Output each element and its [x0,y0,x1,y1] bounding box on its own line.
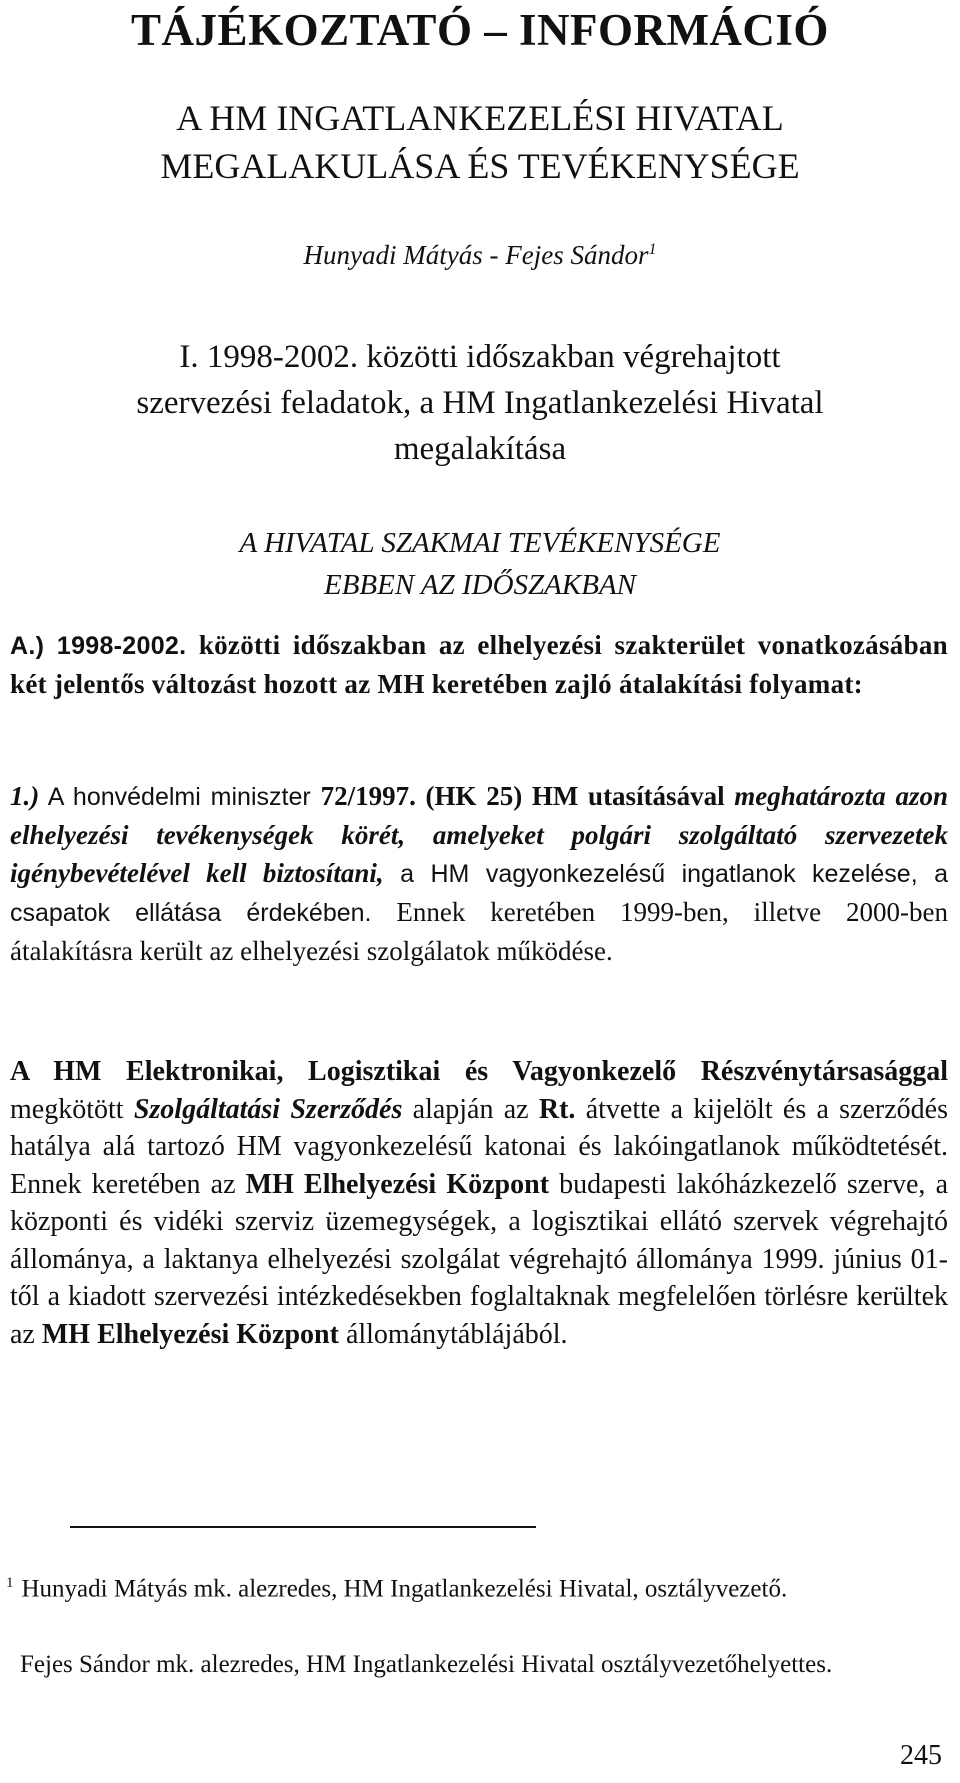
subsection-heading-line: A HIVATAL SZAKMAI TEVÉKENYSÉGE [239,527,721,559]
paragraph-text: megkötött [10,1093,134,1125]
emphasized-text: meghatározta azon elhelyezési tevékenységek körét, amelyeket polgári szolgáltató szervezetek igénybevételével kell biztosítani, [10,781,948,888]
paragraph-intro [10,626,948,703]
paragraph-text: budapesti lakóházkezelő szerve, a központi és vidéki szerviz üzemegységek, a logisztikai ellátó szervek végrehajtó állománya, a laktanya elhelyezési szolgálat végrehajtó állománya 1999. június 01-től a kiadott szervezési intézkedésekben foglaltaknak megfelelően törlésre kerültek az [10,1168,948,1350]
section-heading-line: I. 1998-2002. közötti időszakban végrehajtott [179,339,781,375]
regulation-reference: 72/1997. (HK 25) HM utasításával [320,781,725,811]
section-heading-line: szervezési feladatok, a HM Ingatlankezelési Hivatal [136,385,824,421]
footnote-text: Fejes Sándor mk. alezredes, HM Ingatlankezelési Hivatal osztályvezetőhelyettes. [20,1651,833,1678]
paragraph-text: Ennek keretében 1999-ben, illetve 2000-ben átalakításra került az elhelyezési szolgálatok működése. [10,897,948,966]
paragraph-label: A.) 1998-2002. [10,632,187,660]
paragraph-item-1 [10,777,948,970]
item-number: 1.) [10,781,40,811]
paragraph-text: alapján az [402,1093,539,1125]
paragraph-contract [10,1053,948,1353]
footnote-text: Hunyadi Mátyás mk. alezredes, HM Ingatlankezelési Hivatal, osztályvezető. [21,1575,788,1603]
subsection-heading [0,522,960,606]
author-names: Hunyadi Mátyás - Fejes Sándor [303,240,649,270]
contract-name: Szolgáltatási Szerződés [133,1093,403,1125]
subsection-heading-line: EBBEN AZ IDŐSZAKBAN [323,569,637,601]
paragraph-text: a HM vagyonkezelésű ingatlanok kezelése, a csapatok ellátása érdekében. [10,860,948,927]
paragraph-text: közötti időszakban az elhelyezési szakterület vonatkozásában két jelentős változást hozott az MH keretében zajló átalakítási folyamat: [10,630,948,699]
document-subtitle [0,94,960,190]
company-name: A HM Elektronikai, Logisztikai és Vagyonkezelő Részvénytársasággal [10,1056,948,1087]
paragraph-text: átvette a kijelölt és a szerződés hatálya alá tartozó HM vagyonkezelésű katonai és lakóingatlanok működtetését. Ennek keretében az [10,1093,949,1200]
section-heading [0,334,960,472]
subtitle-line: A HM INGATLANKEZELÉSI HIVATAL [176,98,784,138]
footnote-1 [6,1566,948,1606]
author-line [0,240,960,271]
footnote-separator [70,1526,536,1528]
document-title: TÁJÉKOZTATÓ – INFORMÁCIÓ [131,5,829,55]
organization-name: MH Elhelyezési Központ [245,1168,550,1200]
organization-name: MH Elhelyezési Központ [41,1318,339,1350]
company-abbrev: Rt. [538,1093,576,1125]
section-heading-line: megalakítása [393,431,567,467]
footnote-mark: 1 [6,1575,14,1591]
footnote-reference[interactable]: 1 [648,241,657,258]
paragraph-text: A honvédelmi miniszter [39,783,321,811]
subtitle-line: MEGALAKULÁSA ÉS TEVÉKENYSÉGE [160,146,800,186]
footnote-2 [6,1648,948,1682]
paragraph-text: állománytáblájából. [338,1318,568,1350]
page-number: 245 [900,1740,942,1771]
spacer-text [725,781,735,811]
